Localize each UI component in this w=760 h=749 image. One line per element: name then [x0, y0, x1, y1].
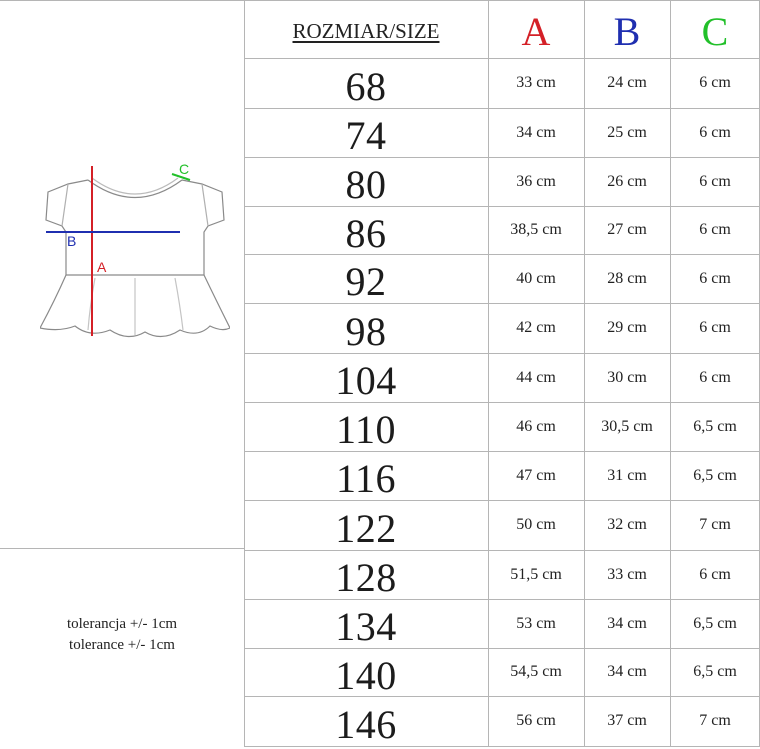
- size-cell: 68: [345, 63, 387, 109]
- size-column-header: ROZMIAR/SIZE: [292, 18, 440, 43]
- measure-a-cell: 53 cm: [516, 614, 556, 632]
- measure-a-cell: 36 cm: [516, 172, 556, 190]
- measure-c-cell: 6 cm: [699, 221, 731, 238]
- measure-a-cell: 33 cm: [516, 74, 556, 91]
- measure-b-cell: 30 cm: [607, 368, 647, 386]
- measure-a-cell: 56 cm: [516, 712, 556, 729]
- column-b-header: B: [613, 8, 641, 54]
- size-cell: 122: [335, 505, 397, 551]
- measure-c-cell: 6,5 cm: [693, 466, 737, 484]
- measure-b-cell: 26 cm: [607, 172, 647, 190]
- size-cell: 128: [335, 555, 397, 600]
- tolerance-line-pl: tolerancja +/- 1cm: [66, 616, 178, 632]
- measure-c-cell: 7 cm: [699, 516, 731, 533]
- measure-c-cell: 6 cm: [699, 565, 731, 583]
- size-cell: 80: [345, 162, 387, 207]
- column-a-header: A: [521, 8, 551, 54]
- size-cell: 86: [345, 210, 387, 256]
- size-cell: 116: [335, 456, 396, 501]
- diagram-label-c: C: [179, 161, 190, 177]
- measure-b-cell: 34 cm: [607, 614, 647, 632]
- measure-b-cell: 24 cm: [607, 74, 647, 91]
- measure-c-cell: 6,5 cm: [693, 417, 737, 435]
- measure-a-cell: 38,5 cm: [510, 221, 562, 238]
- measure-b-cell: 30,5 cm: [601, 417, 653, 435]
- size-cell: 140: [335, 652, 397, 698]
- left-panel-divider: [0, 548, 244, 549]
- tolerance-line-en: tolerance +/- 1cm: [69, 637, 175, 653]
- table-top-border: [0, 0, 760, 1]
- measure-b-cell: 27 cm: [607, 221, 647, 238]
- measure-a-cell: 50 cm: [516, 516, 556, 533]
- measure-a-cell: 44 cm: [516, 368, 556, 386]
- size-cell: 134: [335, 604, 397, 649]
- measure-b-cell: 31 cm: [607, 466, 647, 484]
- measure-a-cell: 46 cm: [516, 417, 556, 435]
- measure-a-cell: 42 cm: [516, 319, 556, 336]
- measure-b-cell: 29 cm: [607, 319, 647, 336]
- measure-a-cell: 34 cm: [516, 123, 556, 141]
- measure-b-cell: 25 cm: [607, 123, 647, 141]
- measure-c-cell: 6 cm: [699, 74, 731, 91]
- measure-c-cell: 7 cm: [699, 712, 731, 729]
- diagram-label-b: B: [67, 233, 77, 249]
- measure-b-cell: 37 cm: [607, 712, 647, 729]
- size-cell: 104: [335, 358, 397, 403]
- measure-c-cell: 6,5 cm: [693, 663, 737, 680]
- measure-a-cell: 54,5 cm: [510, 663, 562, 680]
- size-cell: 92: [345, 259, 387, 304]
- measure-a-cell: 51,5 cm: [510, 565, 562, 583]
- measure-b-cell: 28 cm: [607, 269, 647, 287]
- size-cell: 98: [345, 308, 387, 354]
- measure-b-cell: 34 cm: [607, 663, 647, 680]
- measure-c-cell: 6 cm: [699, 319, 731, 336]
- peplum-top-diagram-icon: [40, 160, 230, 345]
- measure-b-cell: 32 cm: [607, 516, 647, 533]
- measure-c-cell: 6 cm: [699, 368, 731, 386]
- measure-a-cell: 40 cm: [516, 269, 556, 287]
- diagram-label-a: A: [97, 259, 107, 275]
- measure-b-cell: 33 cm: [607, 565, 647, 583]
- measure-c-cell: 6,5 cm: [693, 614, 737, 632]
- size-cell: 110: [335, 407, 396, 452]
- size-cell: 146: [335, 701, 397, 747]
- measure-c-cell: 6 cm: [699, 172, 731, 190]
- measure-a-cell: 47 cm: [516, 466, 556, 484]
- size-cell: 74: [345, 113, 387, 158]
- measure-c-cell: 6 cm: [699, 269, 731, 287]
- measure-c-cell: 6 cm: [699, 123, 731, 141]
- tolerance-note: [0, 614, 244, 656]
- column-c-header: C: [701, 8, 729, 54]
